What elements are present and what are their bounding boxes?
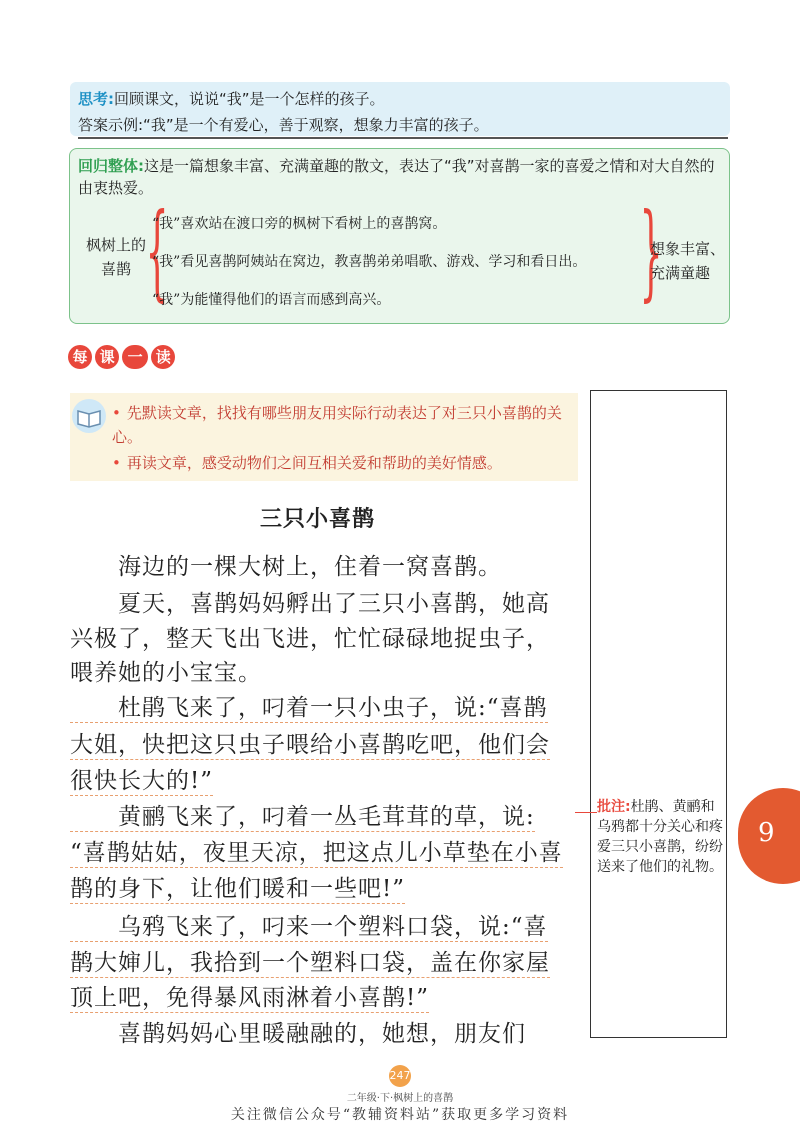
story-line: 鹊大婶儿，我拾到一个塑料口袋，盖在你家屋 — [70, 944, 550, 978]
story-line: 顶上吧，免得暴风雨淋着小喜鹊!” — [70, 979, 429, 1013]
task-item: • 先默读文章，找找有哪些朋友用实际行动表达了对三只小喜鹊的关心。 — [112, 404, 562, 446]
story-title: 三只小喜鹊 — [260, 507, 376, 532]
annotation-note: 批注:杜鹃、黄鹂和乌鸦都十分关心和疼爱三只小喜鹊，纷纷送来了他们的礼物。 — [597, 799, 723, 875]
left-brace-icon: { — [145, 190, 169, 312]
annotation-column — [590, 390, 727, 1038]
story-line: 大姐，快把这只虫子喂给小喜鹊吃吧，他们会 — [70, 726, 550, 760]
story-line: 很快长大的!” — [70, 762, 213, 796]
task-item: • 再读文章，感受动物们之间互相关爱和帮助的美好情感。 — [112, 454, 502, 472]
chapter-tab: 9 — [738, 788, 800, 884]
story-line: 杜鹃飞来了，叼着一只小虫子，说:“喜鹊 — [70, 689, 548, 723]
page-number: 247 — [389, 1065, 411, 1087]
summary-item: “我”看见喜鹊阿姨站在窝边，教喜鹊弟弟唱歌、游戏、学习和看日出。 — [152, 254, 587, 270]
section-heading — [68, 345, 173, 371]
summary-conclusion: 想象丰富、 充满童趣 — [650, 240, 726, 282]
summary-box — [69, 148, 730, 324]
story-line: 海边的一棵大树上，住着一窝喜鹊。 — [70, 554, 502, 580]
story-line: 喜鹊妈妈心里暖融融的，她想，朋友们 — [70, 1021, 526, 1047]
story-line: 兴极了，整天飞出飞进，忙忙碌碌地捉虫子， — [70, 626, 550, 652]
story-line: 夏天，喜鹊妈妈孵出了三只小喜鹊，她高 — [70, 591, 550, 617]
summary-item: “我”喜欢站在渡口旁的枫树下看树上的喜鹊窝。 — [152, 216, 447, 232]
book-icon — [72, 399, 106, 433]
story-line: 黄鹂飞来了，叼着一丛毛茸茸的草，说: — [70, 798, 535, 832]
story-line: “喜鹊姑姑，夜里天凉，把这点儿小草垫在小喜 — [70, 834, 563, 868]
story-line: 乌鸦飞来了，叼来一个塑料口袋，说:“喜 — [70, 908, 548, 942]
badge-char: 读 — [151, 345, 175, 369]
summary-item: “我”为能懂得他们的语言而感到高兴。 — [152, 292, 391, 308]
right-brace-icon: } — [639, 190, 663, 312]
summary-text: 回归整体:这是一篇想象丰富、充满童趣的散文，表达了“我”对喜鹊一家的喜爱之情和对大自然的由衷热爱。 — [78, 157, 715, 197]
reading-task-box — [70, 393, 578, 481]
think-question: 思考:回顾课文，说说“我”是一个怎样的孩子。 — [78, 90, 385, 108]
footer-caption: 二年级·下·枫树上的喜鹊 — [346, 1093, 454, 1104]
think-answer: 答案示例:“我”是一个有爱心，善于观察，想象力丰富的孩子。 — [78, 114, 728, 139]
story-line: 喂养她的小宝宝。 — [70, 660, 262, 686]
think-box — [70, 82, 730, 136]
note-connector — [575, 812, 597, 813]
story-line: 鹊的身下，让他们暖和一些吧!” — [70, 870, 405, 904]
badge-char: 每 — [68, 345, 92, 369]
badge-char: 课 — [95, 345, 119, 369]
badge-char: 一 — [122, 345, 148, 369]
summary-topic: 枫树上的 喜鹊 — [85, 236, 146, 278]
watermark-text: 关注微信公众号“教辅资料站”获取更多学习资料 — [230, 1107, 570, 1123]
